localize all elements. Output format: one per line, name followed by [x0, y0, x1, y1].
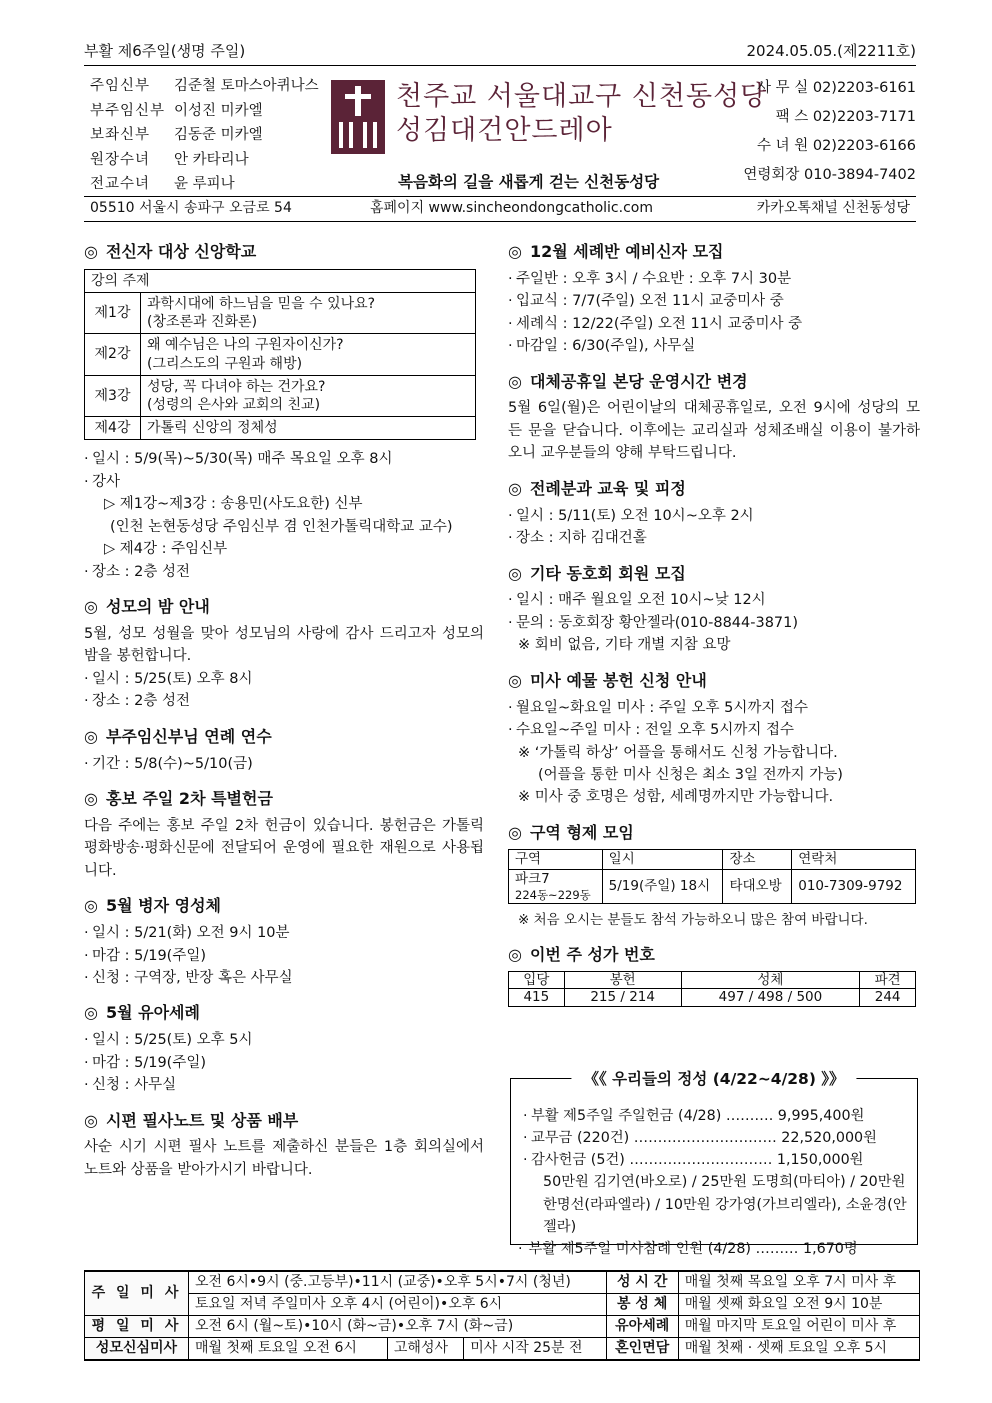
section-title: 5월 유아세례: [105, 1003, 200, 1023]
zone-table: [508, 849, 916, 904]
list-item: · 기간 : 5/8(수)~5/10(금): [84, 753, 484, 775]
list-item: · 문의 : 동호회장 황안젤라(010-8844-3871): [508, 612, 920, 634]
section-title: 전례분과 교육 및 피정: [529, 478, 686, 498]
mary-night-section: ◎ 성모의 밤 안내 5월, 성모 성월을 맞아 성모님의 사랑에 감사 드리고자 성모의 밤을 봉헌합니다. · 일시 : 5/25(토) 오후 8시 · 장소 : 2층 성전: [84, 595, 484, 713]
section-title: 대체공휴일 본당 운영시간 변경: [529, 371, 748, 391]
section-body: 사순 시기 시편 필사 노트를 제출하신 분들은 1층 회의실에서 노트와 상품을 받아가시기 바랍니다.: [84, 1139, 484, 1178]
hymn-table: [508, 971, 916, 1008]
section-title: 전신자 대상 신앙학교: [105, 242, 257, 261]
list-item: · 강사: [84, 471, 484, 493]
info-bar: [84, 196, 916, 222]
staff-list: [90, 74, 319, 197]
table-row: 415 215 / 214 497 / 498 / 500 244: [509, 989, 916, 1007]
list-item: · 신청 : 사무실: [84, 1074, 484, 1096]
staff-row: 주임신부 김준철 토마스아퀴나스: [90, 78, 319, 94]
right-column: [508, 236, 920, 1019]
list-item: (인천 논현동성당 주임신부 겸 인천가톨릭대학교 교수): [110, 518, 453, 535]
faith-school-section: ◎ 전신자 대상 신앙학교 강의 주제 제1강 과학시대에 하느님을 믿을 수 있나요? (창조론과 진화론) 제2강 왜 예수님은 나의 구원자이신가? (그리스도의 구원과 해방) 제3강 성당, 꼭 다녀야 하는 건가요? (성령의 은사와 교회의 친교) 제4강 가톨릭 신앙의 정체성 · 일시 : 5/9(목)~5/30(목) 매주 목요일 오후 8시 · 강사 ▷ 제1강~제3강 : 송용민(사도요한) 신부 (인천 논현동성당 주임신부 겸 인천가톨릭대학교 교수) ▷ 제4강 : 주임신부 · 장소 : 2층 성전: [84, 240, 484, 583]
table-header: 강의 주제: [85, 269, 476, 292]
list-item: · 일시 : 5/9(목)~5/30(목) 매주 목요일 오후 8시: [84, 448, 484, 470]
mass-schedule-table: [84, 1270, 920, 1361]
table-row: 제4강 가톨릭 신앙의 정체성: [85, 417, 476, 440]
slogan: 복음화의 길을 새롭게 걷는 신천동성당: [398, 173, 660, 191]
list-item: · 장소 : 지하 김대건홀: [508, 527, 920, 549]
table-header-row: 입당 봉헌 성체 파견: [509, 971, 916, 989]
zone-meeting-section: ◎ 구역 형제 모임 구역 일시 장소 연락처 파크7 224동~229동 5/19(주일) 18시 타대오방 010-7309-9792 ※ 처음 오시는 분들도 참석 가능하오니 많은 참여 바랍니다.: [508, 821, 920, 931]
table-row: 제1강 과학시대에 하느님을 믿을 수 있나요? (창조론과 진화론): [85, 292, 476, 333]
promo-offering-section: ◎ 홍보 주일 2차 특별헌금 다음 주에는 홍보 주일 2차 헌금이 있습니다. 봉헌금은 가톨릭평화방송·평화신문에 전달되어 운영에 필요한 재원으로 사용됩니다.: [84, 787, 484, 882]
issue-title: 부활 제6주일(생명 주일): [84, 42, 246, 60]
list-item: ▷ 제4강 : 주임신부: [104, 541, 228, 558]
kakao-channel: 카카오톡채널 신천동성당: [756, 200, 910, 217]
note: ※ 미사 중 호명은 성함, 세례명까지만 가능합니다.: [518, 789, 834, 806]
mass-offering-section: ◎ 미사 예물 봉헌 신청 안내 · 월요일~화요일 미사 : 주일 오후 5시까지 접수 · 수요일~주일 미사 : 전일 오후 5시까지 접수 ※ ‘가톨릭 하상’ 어플을 통해서도 신청 가능합니다. (어플을 통한 미사 신청은 최소 3일 전까지 가능) ※ 미사 중 호명은 성함, 세례명까지만 가능합니다.: [508, 669, 920, 809]
list-item: · 교무금 (220건) ………………………… 22,520,000원: [523, 1127, 907, 1149]
list-item: · 월요일~화요일 미사 : 주일 오후 5시까지 접수: [508, 697, 920, 719]
list-item: · 장소 : 2층 성전: [84, 690, 484, 712]
guitar-club-section: ◎ 기타 동호회 회원 모집 · 일시 : 매주 월요일 오전 10시~낮 12시 · 문의 : 동호회장 황안젤라(010-8844-3871) ※ 회비 없음, 기타 개별 지참 요망: [508, 562, 920, 657]
list-item: · 부활 제5주일 주일헌금 (4/28) ………. 9,995,400원: [523, 1105, 907, 1127]
list-item: · 마감 : 5/19(주일): [84, 1052, 484, 1074]
section-title: 구역 형제 모임: [529, 822, 634, 842]
infant-baptism-section: ◎ 5월 유아세례 · 일시 : 5/25(토) 오후 5시 · 마감 : 5/19(주일) · 신청 : 사무실: [84, 1001, 484, 1096]
table-row: 성모신심미사 매월 첫째 토요일 오전 6시 고해성사 미사 시작 25분 전 혼인면담 매월 첫째 · 셋째 토요일 오후 5시: [85, 1337, 920, 1359]
list-item: · 마감 : 5/19(주일): [84, 945, 484, 967]
offering-title: 《《 우리들의 정성 (4/22~4/28) 》》: [571, 1067, 856, 1091]
table-row: 토요일 저녁 주일미사 오후 4시 (어린이)•오후 6시 봉 성 체 매월 셋째 화요일 오전 9시 10분: [85, 1293, 920, 1315]
section-body: 다음 주에는 홍보 주일 2차 헌금이 있습니다. 봉헌금은 가톨릭평화방송·평화신문에 전달되어 운영에 필요한 재원으로 사용됩니다.: [84, 817, 484, 879]
address: 05510 서울시 송파구 오금로 54: [90, 200, 292, 217]
offering-box: [510, 1070, 918, 1245]
bulletin-header: [84, 72, 916, 196]
staff-row: 전교수녀 윤 루피나: [90, 176, 235, 192]
section-title: 부주임신부님 연례 연수: [105, 726, 272, 746]
attendance: · 부활 제5주일 미사참례 인원 (4/28) ……… 1,670명: [518, 1241, 858, 1257]
contact-list: 사 무 실 02)2203-6161 팩 스 02)2203-7171 수 녀 원 02)2203-6166 연령회장 010-3894-7402: [743, 80, 916, 183]
sick-communion-section: ◎ 5월 병자 영성체 · 일시 : 5/21(화) 오전 9시 10분 · 마감 : 5/19(주일) · 신청 : 구역장, 반장 혹은 사무실: [84, 894, 484, 989]
list-item: · 일시 : 5/25(토) 오후 5시: [84, 1029, 484, 1051]
list-item: · 장소 : 2층 성전: [84, 561, 484, 583]
holiday-section: ◎ 대체공휴일 본당 운영시간 변경 5월 6일(월)은 어린이날의 대체공휴일로, 오전 9시에 성당의 모든 문을 닫습니다. 이후에는 교리실과 성체조배실 이용이 불가하오니 교우분들의 양해 부탁드립니다.: [508, 370, 920, 465]
lecture-table: [84, 269, 476, 441]
section-body: 5월 6일(월)은 어린이날의 대체공휴일로, 오전 9시에 성당의 모든 문을 닫습니다. 이후에는 교리실과 성체조배실 이용이 불가하오니 교우분들의 양해 부탁드립니다.: [508, 400, 920, 462]
staff-row: 원장수녀 안 카타리나: [90, 151, 249, 168]
staff-row: 보좌신부 김동준 미카엘: [90, 127, 263, 143]
section-title: 시편 필사노트 및 상품 배부: [105, 1110, 299, 1130]
table-header-row: 구역 일시 장소 연락처: [509, 849, 916, 869]
catechumen-section: ◎ 12월 세례반 예비신자 모집 · 주일반 : 오후 3시 / 수요반 : 오후 7시 30분 · 입교식 : 7/7(주일) 오전 11시 교중미사 중 · 세례식 : 12/22(주일) 오전 11시 교중미사 중 · 마감일 : 6/30(주일), 사무실: [508, 240, 920, 358]
table-row: 주 일 미 사 오전 6시•9시 (중.고등부)•11시 (교중)•오후 5시•7시 (청년) 성 시 간 매월 첫째 목요일 오후 7시 미사 후: [85, 1271, 920, 1293]
list-item: · 일시 : 5/11(토) 오전 10시~오후 2시: [508, 505, 920, 527]
section-title: 홍보 주일 2차 특별헌금: [105, 789, 273, 809]
list-item: · 수요일~주일 미사 : 전일 오후 5시까지 접수: [508, 719, 920, 741]
note: ※ 처음 오시는 분들도 참석 가능하오니 많은 참여 바랍니다.: [518, 911, 868, 928]
left-column: [84, 236, 484, 1193]
list-item: · 입교식 : 7/7(주일) 오전 11시 교중미사 중: [508, 290, 920, 312]
list-item: · 주일반 : 오후 3시 / 수요반 : 오후 7시 30분: [508, 268, 920, 290]
list-item: · 일시 : 5/25(토) 오후 8시: [84, 668, 484, 690]
table-row: 제2강 왜 예수님은 나의 구원자이신가? (그리스도의 구원과 해방): [85, 334, 476, 375]
liturgy-section: ◎ 전례분과 교육 및 피정 · 일시 : 5/11(토) 오전 10시~오후 2시 · 장소 : 지하 김대건홀: [508, 477, 920, 550]
hymn-section: ◎ 이번 주 성가 번호 입당 봉헌 성체 파견 415 215 / 214 497 / 498 / 500 244: [508, 943, 920, 1008]
section-body: 5월, 성모 성월을 맞아 성모님의 사랑에 감사 드리고자 성모의 밤을 봉헌합니다.: [84, 625, 484, 665]
note: ※ ‘가톨릭 하상’ 어플을 통해서도 신청 가능합니다.: [518, 744, 838, 761]
section-title: 5월 병자 영성체: [105, 896, 221, 916]
list-item: · 일시 : 5/21(화) 오전 9시 10분: [84, 922, 484, 944]
homepage-link[interactable]: 홈페이지 www.sincheondongcatholic.com: [370, 200, 653, 217]
list-item: · 마감일 : 6/30(주일), 사무실: [508, 335, 920, 357]
offering-detail: 50만원 김기연(바오로) / 25만원 도명희(마티아) / 20만원 한명선(라파엘라) / 10만원 강가영(가브리엘라), 소윤경(안젤라): [543, 1174, 907, 1235]
church-name: 천주교 서울대교구 신천동성당 성김대건안드레아: [396, 81, 768, 146]
list-item: · 세례식 : 12/22(주일) 오전 11시 교중미사 중: [508, 313, 920, 335]
section-title: 12월 세례반 예비신자 모집: [529, 242, 724, 261]
note: ※ 회비 없음, 기타 개별 지참 요망: [518, 637, 731, 654]
section-title: 이번 주 성가 번호: [529, 944, 655, 964]
list-item: · 감사헌금 (5건) ………………………… 1,150,000원: [523, 1149, 907, 1171]
retreat-section: ◎ 부주임신부님 연례 연수 · 기간 : 5/8(수)~5/10(금): [84, 725, 484, 775]
note: (어플을 통한 미사 신청은 최소 3일 전까지 가능): [538, 767, 843, 784]
list-item: ▷ 제1강~제3강 : 송용민(사도요한) 신부: [104, 496, 363, 513]
church-logo-icon: [331, 80, 385, 154]
list-item: · 일시 : 매주 월요일 오전 10시~낮 12시: [508, 589, 920, 611]
section-title: 기타 동호회 회원 모집: [529, 563, 686, 583]
issue-date: 2024.05.05.(제2211호): [746, 42, 916, 60]
issue-bar: [84, 40, 916, 66]
staff-row: 부주임신부 이성진 미카엘: [90, 102, 263, 119]
list-item: · 신청 : 구역장, 반장 혹은 사무실: [84, 967, 484, 989]
section-title: 성모의 밤 안내: [105, 597, 210, 617]
psalm-note-section: ◎ 시편 필사노트 및 상품 배부 사순 시기 시편 필사 노트를 제출하신 분들은 1층 회의실에서 노트와 상품을 받아가시기 바랍니다.: [84, 1109, 484, 1182]
table-row: 파크7 224동~229동 5/19(주일) 18시 타대오방 010-7309-9792: [509, 869, 916, 903]
table-row: 제3강 성당, 꼭 다녀야 하는 건가요? (성령의 은사와 교회의 친교): [85, 375, 476, 416]
section-title: 미사 예물 봉헌 신청 안내: [529, 670, 707, 690]
table-row: 평 일 미 사 오전 6시 (월~토)•10시 (화~금)•오후 7시 (화~금) 유아세례 매월 마지막 토요일 어린이 미사 후: [85, 1315, 920, 1337]
